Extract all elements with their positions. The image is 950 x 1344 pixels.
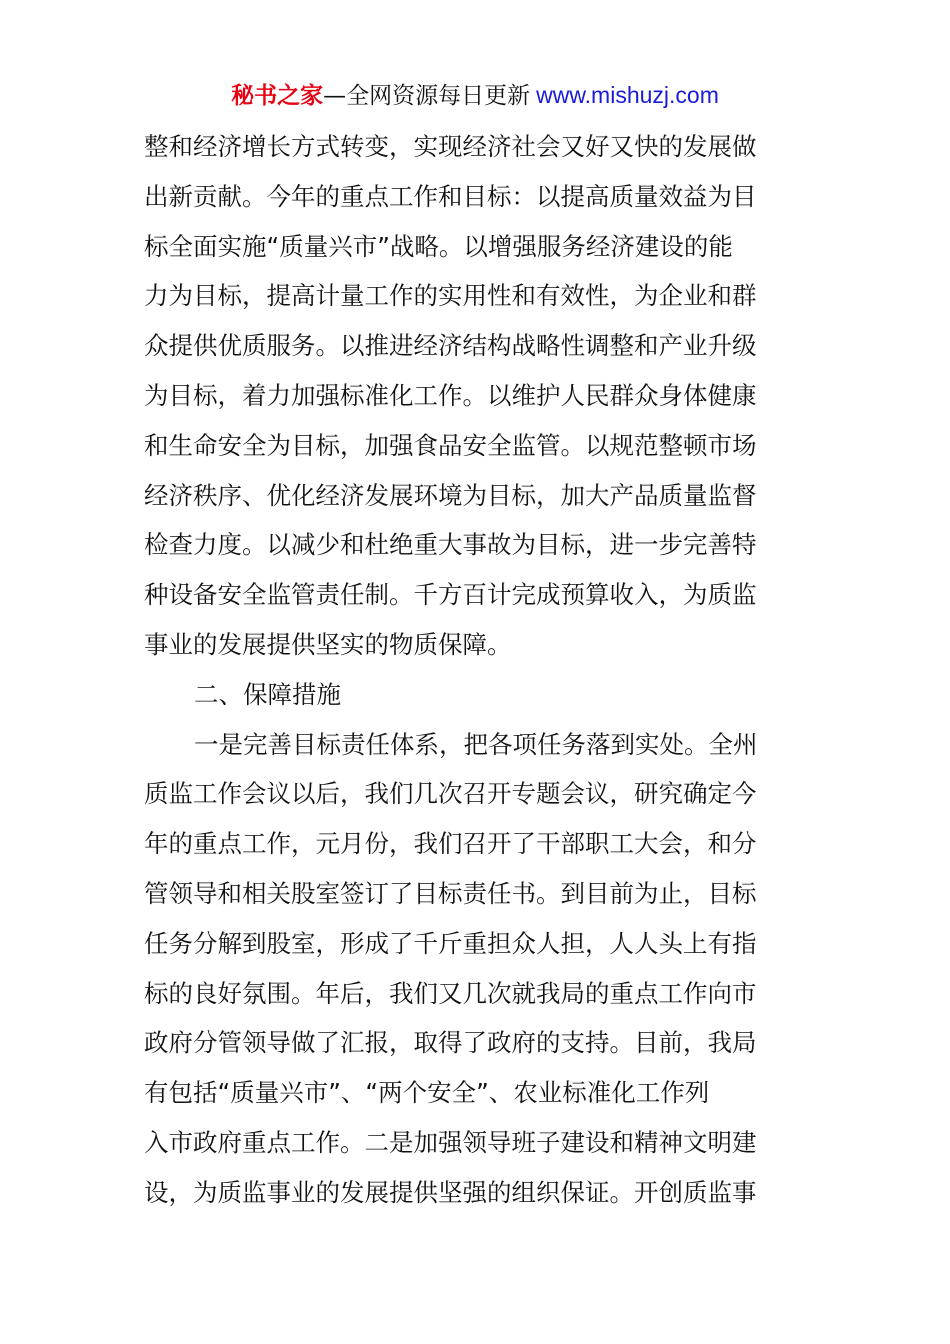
text-line: 有包括“质量兴市”、“两个安全”、农业标准化工作列 xyxy=(144,1078,710,1108)
page-header xyxy=(0,80,950,111)
section-heading: 二、保障措施 xyxy=(194,679,341,709)
text-line: 力为目标，提高计量工作的实用性和有效性，为企业和群 xyxy=(144,281,757,311)
text-line: 事业的发展提供坚实的物质保障。 xyxy=(144,629,512,659)
text-line: 经济秩序、优化经济发展环境为目标，加大产品质量监督 xyxy=(144,480,757,510)
text-line: 和生命安全为目标，加强食品安全监管。以规范整顿市场 xyxy=(144,430,757,460)
document-body xyxy=(144,122,810,1218)
text-line: 设，为质监事业的发展提供坚强的组织保证。开创质监事 xyxy=(144,1177,757,1207)
text-line: 标全面实施“质量兴市”战略。以增强服务经济建设的能 xyxy=(144,231,733,261)
text-line: 任务分解到股室，形成了千斤重担众人担，人人头上有指 xyxy=(144,928,757,958)
header-tagline: —全网资源每日更新 xyxy=(323,83,531,109)
text-line: 质监工作会议以后，我们几次召开专题会议，研究确定今 xyxy=(144,779,757,809)
text-line: 整和经济增长方式转变，实现经济社会又好又快的发展做 xyxy=(144,132,757,161)
paragraph-start-line: 一是完善目标责任体系，把各项任务落到实处。全州 xyxy=(194,729,758,759)
text-line: 众提供优质服务。以推进经济结构战略性调整和产业升级 xyxy=(144,331,757,361)
text-line: 年的重点工作，元月份，我们召开了干部职工大会，和分 xyxy=(144,829,757,859)
text-line: 入市政府重点工作。二是加强领导班子建设和精神文明建 xyxy=(144,1127,757,1157)
text-line: 标的良好氛围。年后，我们又几次就我局的重点工作向市 xyxy=(144,978,757,1008)
text-line: 政府分管领导做了汇报，取得了政府的支持。目前，我局 xyxy=(144,1028,757,1058)
text-line: 种设备安全监管责任制。千方百计完成预算收入，为质监 xyxy=(144,580,757,610)
text-line: 检查力度。以减少和杜绝重大事故为目标，进一步完善特 xyxy=(144,530,757,560)
text-line: 管领导和相关股室签订了目标责任书。到目前为止，目标 xyxy=(144,878,757,908)
brand-name: 秘书之家 xyxy=(231,83,324,109)
website-url[interactable]: www.mishuzj.com xyxy=(536,82,719,108)
text-line: 为目标，着力加强标准化工作。以维护人民群众身体健康 xyxy=(144,380,757,410)
text-line: 出新贡献。今年的重点工作和目标：以提高质量效益为目 xyxy=(144,181,757,211)
